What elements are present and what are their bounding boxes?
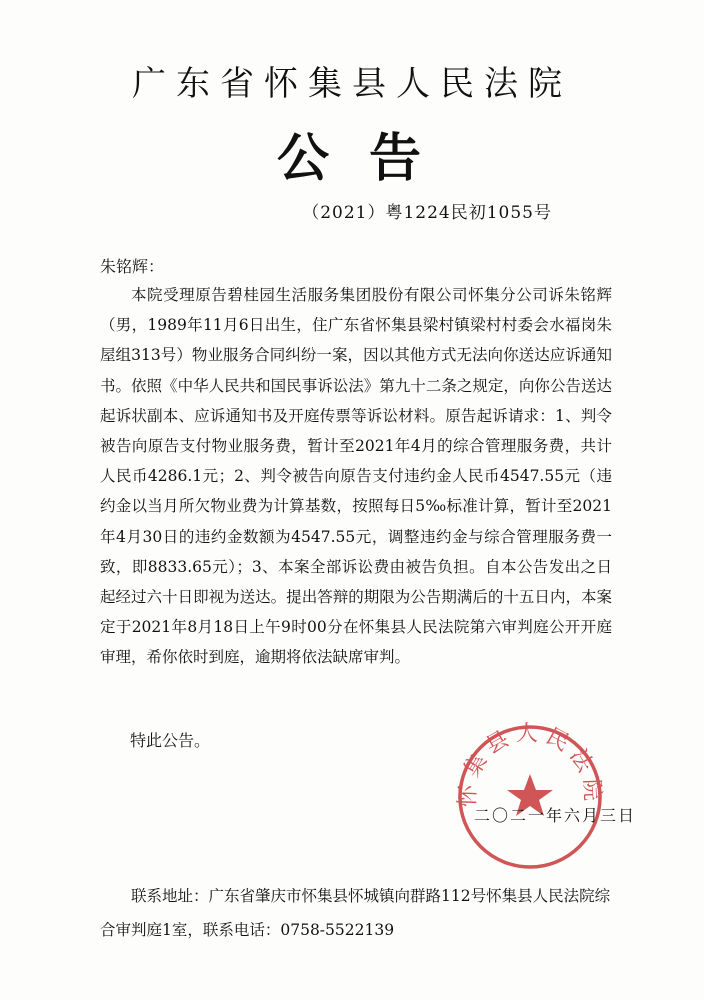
signature-date: 二〇二一年六月三日 — [474, 806, 637, 825]
case-number: （2021）粤1224民初1055号 — [302, 203, 552, 223]
document-title: 公告 — [276, 128, 461, 189]
court-name: 广东省怀集县人民法院 — [132, 64, 572, 104]
body-paragraph: 本院受理原告碧桂园生活服务集团股份有限公司怀集分公司诉朱铭辉（男，1989年11月6日出生，住广东省怀集县梁村镇梁村村委会水福岗朱屋组313号）物业服务合同纠纷一案，因以其他方式无法向你送达应诉通知书。依照《中华人民共和国民事诉讼法》第九十二条之规定，向你公告送达起诉状副本、应诉通知书及开庭传票等诉讼材料。原告起诉请求：1、判令被告向原告支付物业服务费，暂计至2021年4月的综合管理服务费，共计人民币4286.1元；2、判令被告向原告支付违约金人民币4547.55元（违约金以当月所欠物业费为计算基数，按照每日5‰标准计算，暂计至2021年4月30日的违约金数额为4547.55元，调整违约金与综合管理服务费一致，即8833.65元）；3、本案全部诉讼费由被告负担。自本公告发出之日起经过六十日即视为送达。提出答辩的期限为公告期满后的十五日内，本案定于2021年8月18日上午9时00分在怀集县人民法院第六审判庭公开开庭审理，希你依时到庭，逾期将依法缺席审判。 — [100, 286, 612, 667]
court-seal — [455, 722, 605, 872]
contact-info: 联系地址：广东省肇庆市怀集县怀城镇向群路112号怀集县人民法院综合审判庭1室，联系电话：0758-5522139 — [100, 887, 611, 939]
closing-text: 特此公告。 — [130, 731, 211, 750]
addressee: 朱铭辉： — [100, 257, 165, 276]
seal-text: 怀集县人民法院 — [455, 722, 605, 808]
